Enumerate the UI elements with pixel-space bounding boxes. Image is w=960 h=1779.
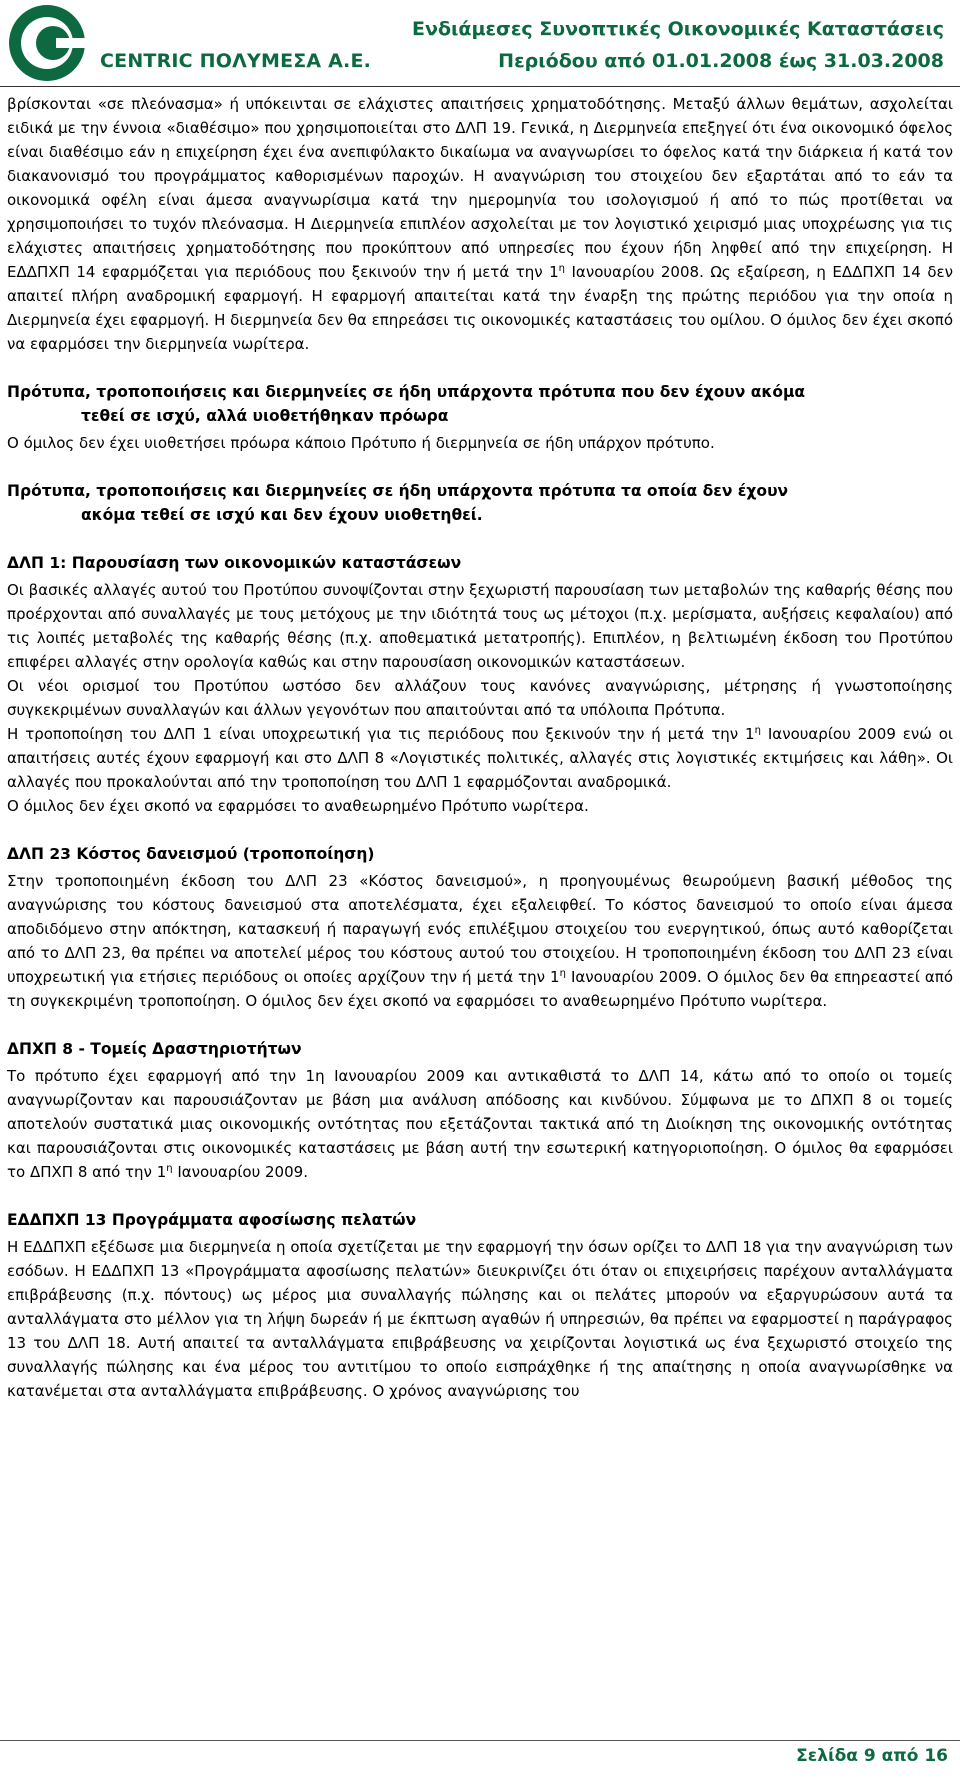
section-heading-ifric13: ΕΔΔΠΧΠ 13 Προγράμματα αφοσίωσης πελατών <box>7 1211 417 1229</box>
page-header <box>0 0 960 86</box>
paragraph-ias23: Στην τροποποιημένη έκδοση του ΔΛΠ 23 «Κόστος δανεισμού», η προηγουμένως θεωρούμενη βασική μέθοδος της αναγνώρισης του κόστους δανεισμού στα αποτελέσματα, έχει εξαλειφθεί. Το κόστος δανεισμού το οποίο είναι άμεσα αποδιδόμενο στην απόκτηση, κατασκευή ή παραγωγή ενός επιλέξιμου στοιχείου του ενεργητικού, όπως αυτό καθορίζεται από το ΔΛΠ 23, θα πρέπει να αποτελεί μέρος του κόστους αυτού του στοιχείου. Η τροποποιημένη έκδοση του ΔΛΠ 23 είναι υποχρεωτική για ετήσιες περιόδους οι οποίες αρχίζουν την ή μετά την $1^\eta$ Ιανουαρίου 2009. Ο όμιλος δεν θα επηρεαστεί από τη συγκεκριμένη τροποποίηση. Ο όμιλος δεν έχει σκοπό να εφαρμόσει το αναθεωρημένο Πρότυπο νωρίτερα. <box>7 872 953 1010</box>
section-heading-ias23: ΔΛΠ 23 Κόστος δανεισμού (τροποποίηση) <box>7 845 375 863</box>
green-ring-logo-icon <box>6 2 88 84</box>
section-heading-not-adopted: Πρότυπα, τροποποιήσεις και διερμηνείες σε ήδη υπάρχοντα πρότυπα τα οποία δεν έχουν ακόμα τεθεί σε ισχύ και δεν έχουν υιοθετηθεί. <box>7 482 789 524</box>
report-title: Ενδιάμεσες Συνοπτικές Οικονομικές Καταστάσεις <box>412 18 944 40</box>
section-heading-ifrs8: ΔΠΧΠ 8 - Τομείς Δραστηριοτήτων <box>7 1040 302 1058</box>
paragraph-ias1-definitions: Οι νέοι ορισμοί του Προτύπου ωστόσο δεν αλλάζουν τους κανόνες αναγνώρισης, μέτρησης ή γνωστοποίησης συγκεκριμένων συναλλαγών και άλλων γεγονότων που απαιτούνται από τα υπόλοιπα Πρότυπα. <box>7 677 953 719</box>
section-heading-ias1: ΔΛΠ 1: Παρουσίαση των οικονομικών καταστάσεων <box>7 554 462 572</box>
paragraph-ifric14: βρίσκονται «σε πλεόνασμα» ή υπόκεινται σε ελάχιστες απαιτήσεις χρηματοδότησης. Μεταξύ άλλων θεμάτων, ασχολείται ειδικά με την έννοια «διαθέσιμο» που χρησιμοποιείται στο ΔΛΠ 19. Γενικά, η Διερμηνεία επεξηγεί ότι ένα οικονομικό όφελος είναι διαθέσιμο εάν η επιχείρηση έχει ένα ανεπιφύλακτο δικαίωμα να αναγνωρίσει το όφελος κατά την διάρκεια ή κατά τον διακανονισμό του προγράμματος καθορισμένων παροχών. Η αναγνώριση του στοιχείου δεν εξαρτάται από το εάν τα οικονομικά οφέλη είναι άμεσα αναγνωρίσιμα κατά την ημερομηνία του ισολογισμού ή από το πώς προτίθεται να χρησιμοποιήσει το τυχόν πλεόνασμα. Η Διερμηνεία επιπλέον ασχολείται με τον λογιστικό χειρισμό μιας υποχρέωσης για τις ελάχιστες απαιτήσεις χρηματοδότησης που προκύπτουν από υπηρεσίες που έχουν ήδη ληφθεί από την επιχείρηση. Η ΕΔΔΠΧΠ 14 εφαρμόζεται για περιόδους που ξεκινούν την ή μετά την $1^\eta$ Ιανουαρίου 2008. Ως εξαίρεση, η ΕΔΔΠΧΠ 14 δεν απαιτεί πλήρη αναδρομική εφαρμογή. Η εφαρμογή απαιτείται κατά την έναρξη της πρώτης περιόδου για την οποία η Διερμηνεία έχει εφαρμογή. Η διερμηνεία δεν θα επηρεάσει τις οικονομικές καταστάσεις του ομίλου. Ο όμιλος δεν έχει σκοπό να εφαρμόσει την διερμηνεία νωρίτερα. <box>7 95 953 353</box>
paragraph-ifric13: Η ΕΔΔΠΧΠ εξέδωσε μια διερμηνεία η οποία σχετίζεται με την εφαρμογή την όσων ορίζει το ΔΛΠ 18 για την αναγνώριση των εσόδων. Η ΕΔΔΠΧΠ 13 «Προγράμματα αφοσίωσης πελατών» διευκρινίζει ότι όταν οι επιχειρήσεις παρέχουν ανταλλάγματα επιβράβευσης (π.χ. πόντους) ως μέρος μια συναλλαγής πώλησης και οι πελάτες μπορούν να εξαργυρώσουν αυτά τα ανταλλάγματα στο μέλλον για τη λήψη δωρεάν ή με έκπτωση αγαθών ή υπηρεσιών, θα πρέπει να εφαρμοστεί η παράγραφος 13 του ΔΛΠ 18. Αυτή απαιτεί τα ανταλλάγματα επιβράβευσης να χειρίζονται λογιστικά ως ένα ξεχωριστό στοιχείο της συναλλαγής πώλησης και ένα μέρος του αντιτίμου το οποίο εισπράχθηκε ή της απαίτησης η οποία αναγνωρίσθηκε να κατανέμεται στα ανταλλάγματα επιβράβευσης. Ο χρόνος αναγνώρισης του <box>7 1238 953 1400</box>
paragraph-early-adopted: Ο όμιλος δεν έχει υιοθετήσει πρόωρα κάποιο Πρότυπο ή διερμηνεία σε ήδη υπάρχον πρότυπο. <box>7 434 715 452</box>
footer-divider <box>0 1740 960 1741</box>
paragraph-ias1-effective: Η τροποποίηση του ΔΛΠ 1 είναι υποχρεωτική για τις περιόδους που ξεκινούν την ή μετά την $1^\eta$ Ιανουαρίου 2009 ενώ οι απαιτήσεις αυτές έχουν εφαρμογή και στο ΔΛΠ 8 «Λογιστικές πολιτικές, αλλαγές στις λογιστικές εκτιμήσεις και λάθη». Οι αλλαγές που προκαλούνται από την τροποποίηση του ΔΛΠ 1 εφαρμόζονται αναδρομικά. <box>7 725 954 791</box>
page-number: Σελίδα 9 από 16 <box>796 1746 948 1766</box>
company-name: CENTRIC ΠΟΛΥΜΕΣΑ Α.Ε. <box>100 50 372 72</box>
paragraph-ifrs8: Το πρότυπο έχει εφαρμογή από την 1η Ιανουαρίου 2009 και αντικαθιστά το ΔΛΠ 14, κάτω από το οποίο οι τομείς αναγνωρίζονταν και παρουσιάζονταν με βάση μια ανάλυση απόδοσης και κινδύνου. Σύμφωνα με το ΔΠΧΠ 8 οι τομείς αποτελούν συστατικά μιας οικονομικής οντότητας που εξετάζονται τακτικά από τη Διοίκηση της οικονομικής οντότητας και παρουσιάζονται στις οικονομικές καταστάσεις με βάση αυτή την εσωτερική κατηγοριοποίηση. Ο όμιλος θα εφαρμόσει το ΔΠΧΠ 8 από την $1^\eta$ Ιανουαρίου 2009. <box>7 1067 953 1181</box>
paragraph-ias1-changes: Οι βασικές αλλαγές αυτού του Προτύπου συνοψίζονται στην ξεχωριστή παρουσίαση των μεταβολών της καθαρής θέσης που προέρχονται από συναλλαγές με τους μετόχους με την ιδιότητά τους ως μέτοχοι (π.χ. μερίσματα, αυξήσεις κεφαλαίου) από τις λοιπές μεταβολές της καθαρής θέσης (π.χ. αποθεματικά μετατροπής). Επιπλέον, η βελτιωμένη έκδοση του Προτύπου επιφέρει αλλαγές στην ορολογία καθώς και στην παρουσίαση οικονομικών καταστάσεων. <box>7 581 953 671</box>
document-body <box>7 92 953 1403</box>
paragraph-ias1-group: Ο όμιλος δεν έχει σκοπό να εφαρμόσει το αναθεωρημένο Πρότυπο νωρίτερα. <box>7 797 589 815</box>
header-divider <box>0 86 960 87</box>
report-period: Περιόδου από 01.01.2008 έως 31.03.2008 <box>498 50 944 72</box>
section-heading-early-adopted: Πρότυπα, τροποποιήσεις και διερμηνείες σε ήδη υπάρχοντα πρότυπα που δεν έχουν ακόμα τεθεί σε ισχύ, αλλά υιοθετήθηκαν πρόωρα <box>7 383 806 425</box>
